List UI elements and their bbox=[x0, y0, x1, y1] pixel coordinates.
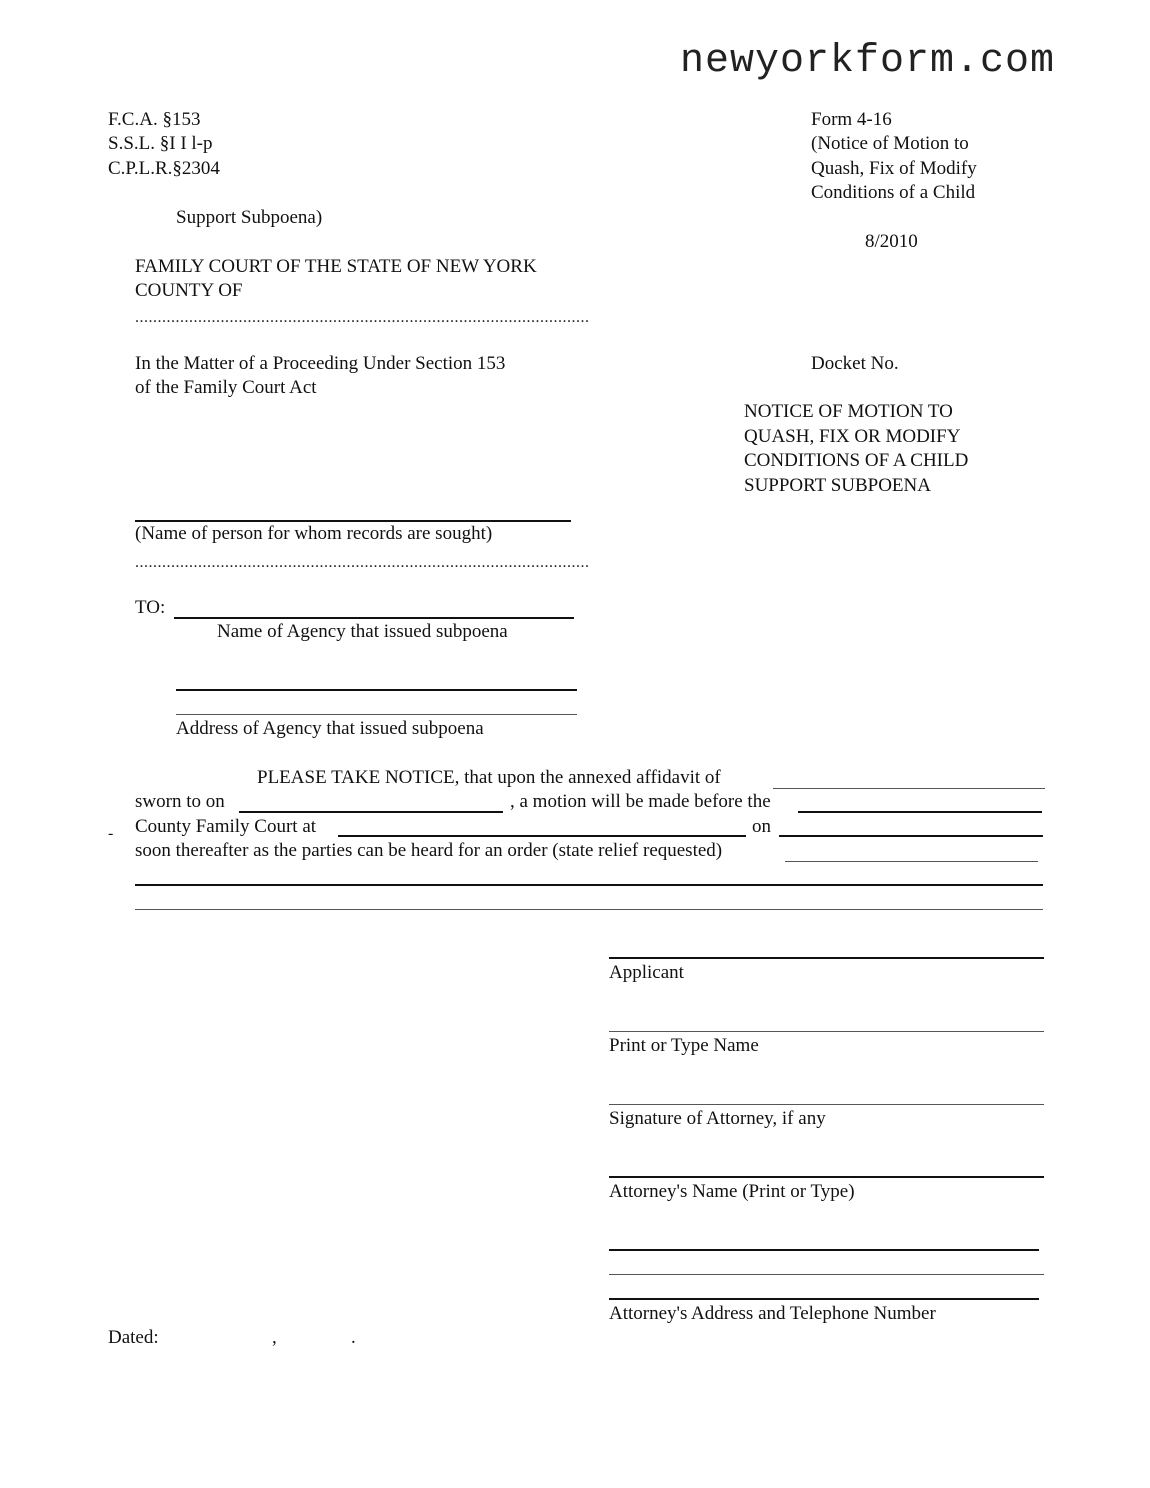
statute-cplr: C.P.L.R.§2304 bbox=[108, 158, 220, 179]
form-description-line: (Notice of Motion to bbox=[811, 133, 969, 154]
court-judge-field[interactable] bbox=[798, 811, 1042, 813]
document-title-line: NOTICE OF MOTION TO bbox=[744, 401, 953, 422]
notice-text: soon thereafter as the parties can be heard for an order (state relief requested) bbox=[135, 840, 723, 861]
caption-separator: ..................................................................................................... bbox=[135, 310, 590, 326]
document-title-line: SUPPORT SUBPOENA bbox=[744, 475, 931, 496]
attorney-signature-field[interactable] bbox=[609, 1104, 1044, 1105]
county-label: COUNTY OF bbox=[135, 280, 243, 301]
attorney-address-field[interactable] bbox=[609, 1249, 1039, 1251]
notice-text: , a motion will be made before the bbox=[510, 791, 771, 812]
dated-label: Dated: bbox=[108, 1327, 159, 1348]
form-number: Form 4-16 bbox=[811, 109, 892, 130]
hearing-date-field[interactable] bbox=[779, 835, 1043, 837]
attorney-name-field[interactable] bbox=[609, 1176, 1044, 1178]
agency-address-field-2[interactable] bbox=[176, 714, 577, 715]
form-description-line: Quash, Fix of Modify bbox=[811, 158, 977, 179]
agency-name-caption: Name of Agency that issued subpoena bbox=[217, 621, 508, 642]
form-description-line: Conditions of a Child bbox=[811, 182, 976, 203]
attorney-address-caption: Attorney's Address and Telephone Number bbox=[609, 1303, 936, 1324]
dated-comma: , bbox=[272, 1327, 277, 1348]
dated-period: . bbox=[351, 1327, 356, 1348]
relief-requested-field-3[interactable] bbox=[135, 909, 1043, 910]
matter-line: In the Matter of a Proceeding Under Section 153 bbox=[135, 353, 506, 374]
form-description-continuation: Support Subpoena) bbox=[176, 207, 323, 228]
court-address-field[interactable] bbox=[338, 835, 746, 837]
attorney-address-field-2[interactable] bbox=[609, 1274, 1044, 1275]
caption-separator: ..................................................................................................... bbox=[135, 555, 590, 571]
to-label: TO: bbox=[135, 597, 166, 618]
relief-requested-field-2[interactable] bbox=[135, 884, 1043, 886]
document-title-line: QUASH, FIX OR MODIFY bbox=[744, 426, 961, 447]
agency-address-caption: Address of Agency that issued subpoena bbox=[176, 718, 484, 739]
form-date: 8/2010 bbox=[865, 231, 918, 252]
applicant-caption: Applicant bbox=[609, 962, 684, 983]
person-name-caption: (Name of person for whom records are sought) bbox=[135, 523, 493, 544]
sworn-date-field[interactable] bbox=[239, 811, 503, 813]
docket-label: Docket No. bbox=[811, 353, 899, 374]
attorney-name-caption: Attorney's Name (Print or Type) bbox=[609, 1181, 855, 1202]
notice-text: on bbox=[752, 816, 771, 837]
attorney-phone-field[interactable] bbox=[609, 1298, 1039, 1300]
margin-mark: - bbox=[108, 825, 114, 842]
statute-fca: F.C.A. §153 bbox=[108, 109, 201, 130]
notice-text: sworn to on bbox=[135, 791, 225, 812]
attorney-signature-caption: Signature of Attorney, if any bbox=[609, 1108, 826, 1129]
agency-name-field[interactable] bbox=[174, 617, 574, 619]
applicant-name-field[interactable] bbox=[609, 1031, 1044, 1032]
print-name-caption: Print or Type Name bbox=[609, 1035, 759, 1056]
matter-line: of the Family Court Act bbox=[135, 377, 317, 398]
relief-requested-field[interactable] bbox=[785, 861, 1038, 862]
applicant-signature-field[interactable] bbox=[609, 957, 1044, 959]
site-watermark: newyorkform.com bbox=[680, 39, 1056, 84]
notice-text: County Family Court at bbox=[135, 816, 317, 837]
notice-text: PLEASE TAKE NOTICE, that upon the annexed affidavit of bbox=[257, 767, 721, 788]
statute-ssl: S.S.L. §I I l-p bbox=[108, 133, 213, 154]
document-title-line: CONDITIONS OF A CHILD bbox=[744, 450, 969, 471]
affiant-name-field[interactable] bbox=[773, 788, 1045, 789]
court-name: FAMILY COURT OF THE STATE OF NEW YORK bbox=[135, 256, 537, 277]
agency-address-field[interactable] bbox=[176, 689, 577, 691]
